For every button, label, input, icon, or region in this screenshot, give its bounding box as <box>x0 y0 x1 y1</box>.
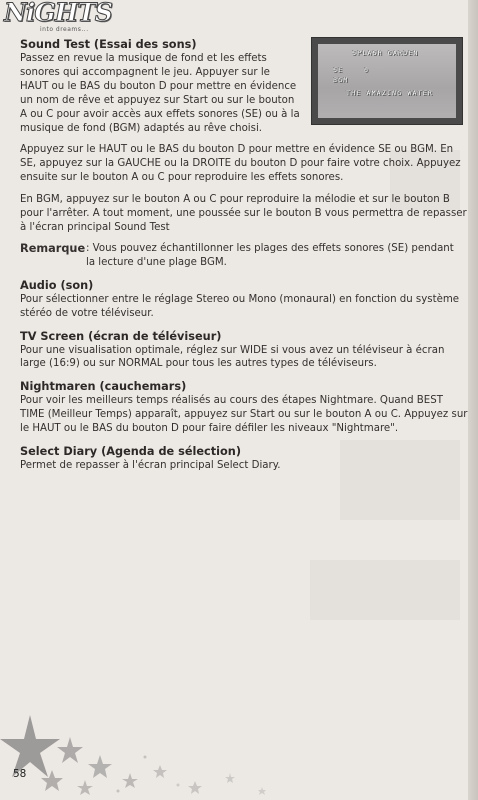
logo-subtitle: into dreams... <box>40 26 89 33</box>
screen-bgm-label: BGM <box>333 76 349 84</box>
manual-text <box>20 38 468 473</box>
remark-label: Remarque <box>20 241 86 255</box>
page-edge <box>468 0 478 800</box>
logo-word: NiGHTS <box>4 0 112 27</box>
star-decoration <box>0 715 310 800</box>
audio-text: Pour sélectionner entre le réglage Stereo ou Mono (monaural) en fonction du système stéréo de votre téléviseur. <box>20 293 460 319</box>
audio-heading: Audio (son) <box>20 278 94 292</box>
sound-test-heading: Sound Test (Essai des sons) <box>20 38 197 51</box>
audio-section <box>20 279 468 321</box>
select-diary-section <box>20 445 468 473</box>
nightmaren-heading: Nightmaren (cauchemars) <box>20 380 187 394</box>
nights-logo <box>4 0 112 34</box>
screen-track: THE AMAZING WATER <box>346 89 433 97</box>
nightmaren-section <box>20 380 468 436</box>
screen-se-label: SE <box>333 66 344 74</box>
bleed-through <box>310 560 460 620</box>
sound-test-intro: Passez en revue la musique de fond et les effets sonores qui accompagnent le jeu. Appuyer sur le HAUT ou le BAS du bouton D pour mettre en évidence un nom de rêve et appuyez sur Start ou sur le bouton A ou C pour avoir accès aux effets sonores (SE) ou à la musique de fond (BGM) adaptés au rêve choisi. <box>20 53 300 134</box>
nightmaren-text: Pour voir les meilleurs temps réalisés au cours des étapes Nightmare. Quand BEST TIME (Meilleur Temps) apparaît, appuyez sur Start ou sur le bouton A ou C. Appuyez sur le HAUT ou le BAS du bouton D pour faire défiler les niveaux "Nightmare". <box>20 395 468 435</box>
remark-text: : Vous pouvez échantillonner les plages des effets sonores (SE) pendant la lecture d'une plage BGM. <box>86 242 454 268</box>
tv-screen-heading: TV Screen (écran de téléviseur) <box>20 329 222 343</box>
sound-test-paragraph-3: En BGM, appuyez sur le bouton A ou C pour reproduire la mélodie et sur le bouton B pour l'arrêter. A tout moment, une poussée sur le bouton B vous permettra de repasser à l'écran principal Sound Test <box>20 194 467 233</box>
tv-screen-text: Pour une visualisation optimale, réglez sur WIDE si vous avez un téléviseur à écran large (16:9) ou sur NORMAL pour tous les autres types de téléviseurs. <box>20 344 445 370</box>
select-diary-heading: Select Diary (Agenda de sélection) <box>20 445 241 459</box>
screen-se-value: 0 <box>364 66 370 74</box>
remark-note <box>20 242 468 270</box>
sound-test-paragraph-2: Appuyez sur le HAUT ou le BAS du bouton D pour mettre en évidence SE ou BGM. En SE, appuyez sur la GAUCHE ou la DROITE du bouton D pour faire votre choix. Appuyez ensuite sur le bouton A ou C pour reproduire les effets sonores. <box>20 144 461 184</box>
page-number: 58 <box>13 768 27 780</box>
select-diary-text: Permet de repasser à l'écran principal Select Diary. <box>20 460 281 472</box>
tv-screen-section <box>20 330 468 372</box>
screen-title: SPLASH GARDEN <box>352 49 419 57</box>
